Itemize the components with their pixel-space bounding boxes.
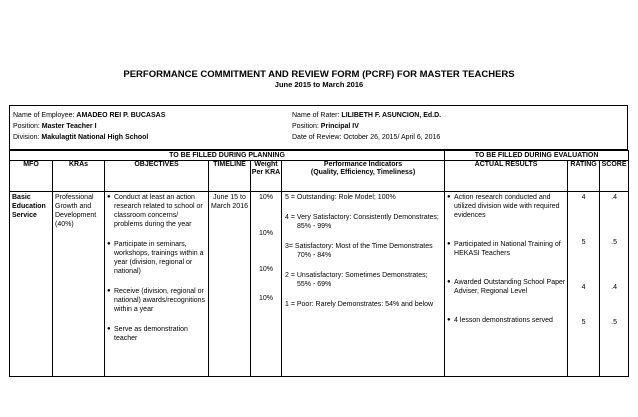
indicator-text: 4 = Very Satisfactory: Consistently Demonstrates; [285,214,439,221]
indicator-range: 55% - 69% [297,281,332,288]
score-value: .5 [611,239,617,246]
indicators-header [282,161,445,192]
score-header: SCORE [600,161,629,192]
indicator-item [285,213,441,231]
employee-name: AMADEO REI P. BUCASAS [76,112,166,119]
rater-name-line [292,110,441,121]
objective-text: Serve as demonstration teacher [114,326,188,342]
rater-name: LILIBETH F. ASUNCION, Ed.D. [341,112,442,119]
result-item [447,278,567,296]
indicator-text: 3= Satisfactory: Most of the Time Demonstrates [285,243,433,250]
bullet-icon: ● [107,288,111,294]
score-value: .5 [611,319,617,326]
objective-text: Participate in seminars, workshops, trainings within a year (division, regional or national) [114,241,204,275]
indicator-range: 85% - 99% [297,223,332,230]
rater-position-line [292,121,441,132]
kra-cell [53,192,105,377]
weight-value: 10% [258,194,273,201]
evaluation-section-header: TO BE FILLED DURING EVALUATION [445,151,629,161]
kra-value: Professional Growth and Development (40%) [55,194,97,228]
bullet-icon: ● [447,317,451,323]
objective-item [107,287,208,314]
mfo-value: Basic Education Service [12,194,46,219]
bullet-icon: ● [447,241,451,247]
indicator-range: 70% - 84% [297,252,332,259]
bullet-icon: ● [107,194,111,200]
indicator-item [285,193,441,202]
mfo-cell [10,192,53,377]
result-text: Participated in National Training of HEKASI Teachers [454,241,561,257]
employee-info [13,110,165,143]
rating-value: 5 [581,239,586,246]
weight-cell [251,192,282,377]
indicator-item [285,271,441,289]
kras-header: KRAs [53,161,105,192]
rating-value: 4 [581,284,586,291]
indicator-text: 1 = Poor: Rarely Demonstrates: 54% and below [285,301,434,308]
employee-division: Makulagtit National High School [41,134,149,141]
rater-position: Principal IV [320,123,359,130]
indicator-item [285,300,441,309]
form-period: June 2015 to March 2016 [274,80,364,89]
objective-text: Receive (division, regional or national) awards/recognitions within a year [114,288,206,313]
employee-name-line [13,110,165,121]
rating-value: 4 [581,194,586,201]
rating-value: 5 [581,319,586,326]
result-text: Action research conducted and utilized division wide with required evidences [454,194,560,219]
rating-header: RATING [568,161,600,192]
bullet-icon: ● [107,326,111,332]
indicator-text: 5 = Outstanding: Role Model; 100% [285,194,396,201]
objective-item [107,240,208,276]
indicators-cell [282,192,445,377]
score-cell [600,192,629,377]
bullet-icon: ● [447,279,451,285]
score-value: .4 [611,284,617,291]
objective-item [107,193,208,229]
employee-position-line [13,121,165,132]
rating-cell [568,192,600,377]
employee-position-label: Position: [13,123,42,130]
objectives-header: OBJECTIVES [105,161,209,192]
planning-section-header: TO BE FILLED DURING PLANNING [10,151,445,161]
rater-info [292,110,441,143]
indicators-header-line2: (Quality, Efficiency, Timeliness) [310,169,416,176]
result-text: 4 lesson demonstrations served [454,317,553,324]
review-date-line [292,132,441,143]
indicator-item [285,242,441,260]
employee-info-box [9,105,628,150]
bullet-icon: ● [107,241,111,247]
score-value: .4 [611,194,617,201]
result-item [447,316,567,325]
pcrf-table [9,150,629,377]
indicator-text: 2 = Unsatisfactory: Sometimes Demonstrates; [285,272,428,279]
actual-results-cell [445,192,568,377]
employee-division-line [13,132,165,143]
section-header-row [10,151,629,161]
bullet-icon: ● [447,194,451,200]
weight-value: 10% [258,266,273,273]
rater-position-label: Position: [292,123,321,130]
timeline-header: TIMELINE [209,161,251,192]
column-header-row [10,161,629,192]
objectives-cell [105,192,209,377]
mfo-header: MFO [10,161,53,192]
table-row [10,192,629,377]
objective-text: Conduct at least an action research related to school or classroom concerns/ problems during the year [114,194,203,228]
weight-value: 10% [258,295,273,302]
rater-name-label: Name of Rater: [292,112,342,119]
timeline-value: June 15 to March 2016 [211,194,248,210]
weight-value: 10% [258,230,273,237]
objective-item [107,325,208,343]
result-item [447,193,567,220]
review-date: October 26, 2015/ April 6, 2016 [343,134,441,141]
form-title: PERFORMANCE COMMITMENT AND REVIEW FORM (PCRF) FOR MASTER TEACHERS [123,69,515,80]
timeline-cell [209,192,251,377]
indicators-header-line1: Performance Indicators [323,161,403,168]
result-text: Awarded Outstanding School Paper Adviser, Regional Level [454,279,566,295]
result-item [447,240,567,258]
review-date-label: Date of Review: [292,134,344,141]
weight-header: Weight Per KRA [251,161,282,192]
employee-division-label: Division: [13,134,42,141]
actual-results-header: ACTUAL RESULTS [445,161,568,192]
employee-name-label: Name of Employee: [13,112,77,119]
employee-position: Master Teacher I [41,123,97,130]
